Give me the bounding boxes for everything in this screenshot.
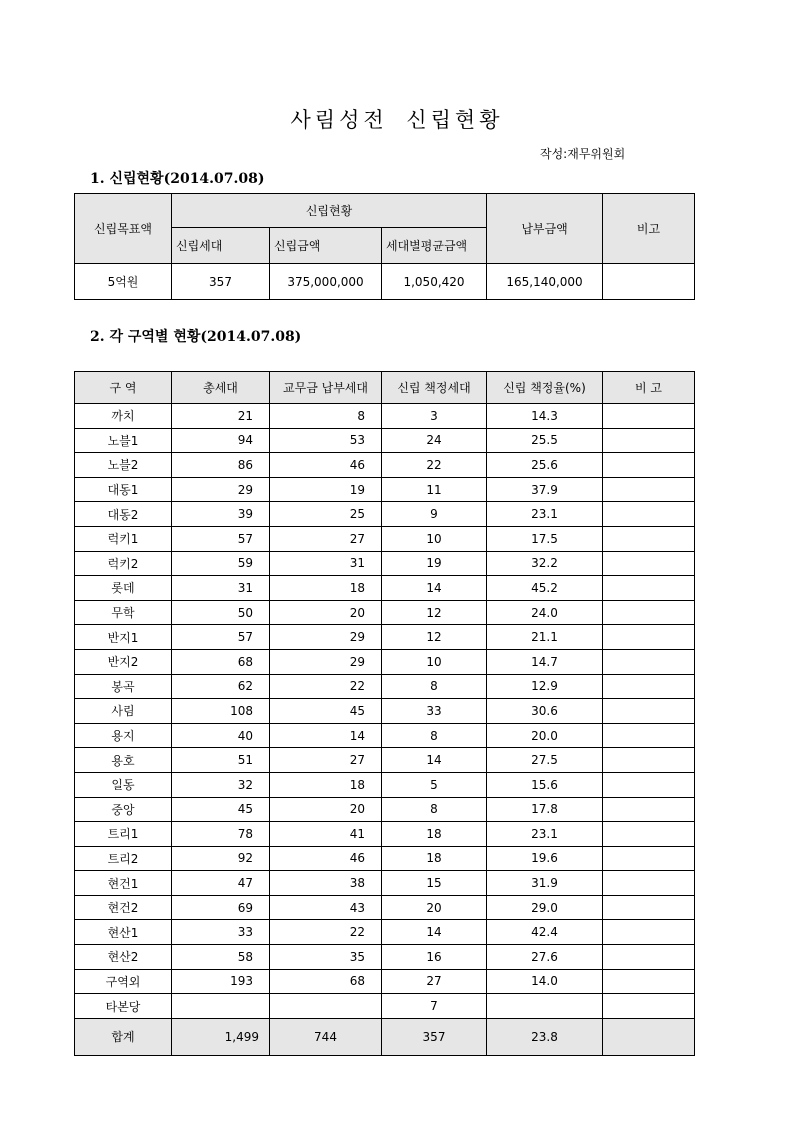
cell-assigned: 15 [382, 871, 487, 896]
cell-target: 5억원 [75, 264, 172, 300]
cell-note [603, 477, 695, 502]
cell-paying: 53 [270, 428, 382, 453]
table-row [75, 526, 695, 551]
table-row [75, 404, 695, 429]
cell-total: 59 [172, 551, 270, 576]
cell-total: 86 [172, 453, 270, 478]
cell-rate: 42.4 [487, 920, 603, 945]
cell-rate: 14.0 [487, 969, 603, 994]
header-assigned-households: 신립 책정세대 [382, 372, 487, 404]
header-paid: 납부금액 [487, 194, 603, 264]
table-row [75, 428, 695, 453]
cell-district: 중앙 [75, 797, 172, 822]
cell-assigned: 22 [382, 453, 487, 478]
section1-heading: 1. 신립현황(2014.07.08) [90, 171, 265, 187]
cell-assigned: 5 [382, 772, 487, 797]
cell-assigned: 11 [382, 477, 487, 502]
cell-total: 92 [172, 846, 270, 871]
cell-rate: 27.6 [487, 945, 603, 970]
cell-total: 29 [172, 477, 270, 502]
cell-note [603, 502, 695, 527]
table-row [75, 625, 695, 650]
cell-assigned: 19 [382, 551, 487, 576]
cell-paying: 35 [270, 945, 382, 970]
cell-assigned: 12 [382, 625, 487, 650]
cell-total: 69 [172, 895, 270, 920]
cell-note [603, 895, 695, 920]
cell-note [603, 264, 695, 300]
cell-assigned: 14 [382, 576, 487, 601]
cell-total: 51 [172, 748, 270, 773]
cell-assigned: 10 [382, 526, 487, 551]
total-row [75, 1018, 695, 1055]
table-row [75, 674, 695, 699]
cell-total: 193 [172, 969, 270, 994]
cell-note [603, 822, 695, 847]
cell-district: 트리2 [75, 846, 172, 871]
header-amount: 신립금액 [270, 228, 382, 264]
table-row [75, 772, 695, 797]
cell-paying [270, 994, 382, 1019]
cell-district: 현산2 [75, 945, 172, 970]
cell-district: 타본당 [75, 994, 172, 1019]
cell-note [603, 797, 695, 822]
cell-note [603, 945, 695, 970]
cell-total: 108 [172, 699, 270, 724]
cell-assigned: 33 [382, 699, 487, 724]
cell-paying: 14 [270, 723, 382, 748]
table-row [75, 649, 695, 674]
cell-households: 357 [172, 264, 270, 300]
total-note [603, 1018, 695, 1055]
cell-paying: 19 [270, 477, 382, 502]
district-table [74, 371, 695, 1056]
cell-total: 94 [172, 428, 270, 453]
cell-note [603, 600, 695, 625]
cell-district: 대동2 [75, 502, 172, 527]
cell-district: 현건2 [75, 895, 172, 920]
cell-district: 구역외 [75, 969, 172, 994]
cell-note [603, 748, 695, 773]
cell-note [603, 526, 695, 551]
total-households: 1,499 [172, 1018, 270, 1055]
table-row [75, 846, 695, 871]
header-households: 신립세대 [172, 228, 270, 264]
table-row [75, 969, 695, 994]
cell-paying: 41 [270, 822, 382, 847]
cell-district: 용호 [75, 748, 172, 773]
header-district: 구 역 [75, 372, 172, 404]
cell-rate: 15.6 [487, 772, 603, 797]
cell-district: 노블2 [75, 453, 172, 478]
cell-assigned: 18 [382, 822, 487, 847]
cell-rate: 27.5 [487, 748, 603, 773]
cell-note [603, 551, 695, 576]
cell-paying: 45 [270, 699, 382, 724]
cell-note [603, 723, 695, 748]
cell-assigned: 8 [382, 723, 487, 748]
cell-rate: 14.3 [487, 404, 603, 429]
cell-note [603, 576, 695, 601]
header-remarks: 비 고 [603, 372, 695, 404]
cell-paying: 27 [270, 748, 382, 773]
table-row [75, 502, 695, 527]
cell-total: 50 [172, 600, 270, 625]
table-row [75, 797, 695, 822]
cell-paying: 25 [270, 502, 382, 527]
cell-assigned: 7 [382, 994, 487, 1019]
cell-paid: 165,140,000 [487, 264, 603, 300]
cell-note [603, 969, 695, 994]
table-row [75, 477, 695, 502]
cell-assigned: 8 [382, 797, 487, 822]
header-assigned-rate: 신립 책정율(%) [487, 372, 603, 404]
cell-assigned: 27 [382, 969, 487, 994]
cell-total: 78 [172, 822, 270, 847]
cell-district: 럭키1 [75, 526, 172, 551]
cell-district: 용지 [75, 723, 172, 748]
cell-paying: 38 [270, 871, 382, 896]
cell-rate [487, 994, 603, 1019]
total-rate: 23.8 [487, 1018, 603, 1055]
table-row [75, 453, 695, 478]
cell-note [603, 453, 695, 478]
cell-total: 62 [172, 674, 270, 699]
cell-assigned: 14 [382, 920, 487, 945]
cell-district: 노블1 [75, 428, 172, 453]
cell-rate: 45.2 [487, 576, 603, 601]
cell-total: 33 [172, 920, 270, 945]
cell-note [603, 772, 695, 797]
cell-rate: 23.1 [487, 502, 603, 527]
cell-total: 47 [172, 871, 270, 896]
cell-paying: 18 [270, 576, 382, 601]
header-paying-households: 교무금 납부세대 [270, 372, 382, 404]
cell-total [172, 994, 270, 1019]
total-paying: 744 [270, 1018, 382, 1055]
cell-rate: 19.6 [487, 846, 603, 871]
cell-district: 반지1 [75, 625, 172, 650]
cell-note [603, 846, 695, 871]
cell-paying: 22 [270, 674, 382, 699]
cell-paying: 29 [270, 625, 382, 650]
document-title: 사림성전 신립현황 [290, 108, 504, 132]
table-row [75, 920, 695, 945]
cell-total: 39 [172, 502, 270, 527]
table-row [75, 895, 695, 920]
cell-rate: 25.5 [487, 428, 603, 453]
cell-total: 31 [172, 576, 270, 601]
table-row [75, 723, 695, 748]
cell-total: 57 [172, 526, 270, 551]
table-row [75, 871, 695, 896]
cell-paying: 46 [270, 846, 382, 871]
cell-district: 현건1 [75, 871, 172, 896]
cell-district: 봉곡 [75, 674, 172, 699]
cell-paying: 27 [270, 526, 382, 551]
cell-total: 40 [172, 723, 270, 748]
cell-rate: 12.9 [487, 674, 603, 699]
cell-total: 58 [172, 945, 270, 970]
cell-assigned: 24 [382, 428, 487, 453]
cell-paying: 46 [270, 453, 382, 478]
cell-paying: 8 [270, 404, 382, 429]
cell-rate: 25.6 [487, 453, 603, 478]
cell-total: 21 [172, 404, 270, 429]
cell-assigned: 8 [382, 674, 487, 699]
cell-note [603, 428, 695, 453]
cell-district: 트리1 [75, 822, 172, 847]
cell-assigned: 3 [382, 404, 487, 429]
cell-assigned: 12 [382, 600, 487, 625]
district-table-header [75, 372, 695, 404]
cell-total: 45 [172, 797, 270, 822]
cell-assigned: 18 [382, 846, 487, 871]
author-label: 작성:재무위원회 [540, 147, 626, 161]
table-row [75, 576, 695, 601]
header-status-group: 신립현황 [172, 194, 487, 228]
cell-assigned: 16 [382, 945, 487, 970]
cell-rate: 32.2 [487, 551, 603, 576]
table-row [75, 994, 695, 1019]
cell-note [603, 871, 695, 896]
cell-district: 일동 [75, 772, 172, 797]
total-assigned: 357 [382, 1018, 487, 1055]
header-note: 비고 [603, 194, 695, 264]
cell-note [603, 994, 695, 1019]
cell-rate: 37.9 [487, 477, 603, 502]
table-row [75, 699, 695, 724]
cell-paying: 68 [270, 969, 382, 994]
cell-paying: 18 [270, 772, 382, 797]
section2-heading: 2. 각 구역별 현황(2014.07.08) [90, 329, 302, 345]
cell-note [603, 920, 695, 945]
header-total-households: 총세대 [172, 372, 270, 404]
table-row [75, 822, 695, 847]
cell-rate: 17.8 [487, 797, 603, 822]
cell-district: 사림 [75, 699, 172, 724]
cell-paying: 31 [270, 551, 382, 576]
cell-district: 현산1 [75, 920, 172, 945]
cell-district: 대동1 [75, 477, 172, 502]
table-row [75, 748, 695, 773]
cell-rate: 30.6 [487, 699, 603, 724]
cell-district: 무학 [75, 600, 172, 625]
cell-rate: 29.0 [487, 895, 603, 920]
summary-table [74, 193, 695, 300]
table-row [75, 600, 695, 625]
cell-district: 럭키2 [75, 551, 172, 576]
cell-assigned: 9 [382, 502, 487, 527]
cell-assigned: 14 [382, 748, 487, 773]
cell-total: 32 [172, 772, 270, 797]
table-row [75, 945, 695, 970]
cell-assigned: 10 [382, 649, 487, 674]
header-avg: 세대별평균금액 [382, 228, 487, 264]
cell-paying: 43 [270, 895, 382, 920]
cell-assigned: 20 [382, 895, 487, 920]
cell-paying: 20 [270, 797, 382, 822]
cell-paying: 20 [270, 600, 382, 625]
cell-paying: 29 [270, 649, 382, 674]
cell-district: 롯데 [75, 576, 172, 601]
cell-rate: 24.0 [487, 600, 603, 625]
cell-rate: 31.9 [487, 871, 603, 896]
cell-rate: 20.0 [487, 723, 603, 748]
cell-rate: 14.7 [487, 649, 603, 674]
cell-district: 반지2 [75, 649, 172, 674]
cell-total: 57 [172, 625, 270, 650]
cell-note [603, 404, 695, 429]
header-target: 신립목표액 [75, 194, 172, 264]
cell-rate: 17.5 [487, 526, 603, 551]
cell-avg: 1,050,420 [382, 264, 487, 300]
cell-rate: 21.1 [487, 625, 603, 650]
cell-note [603, 699, 695, 724]
cell-district: 까치 [75, 404, 172, 429]
cell-note [603, 674, 695, 699]
cell-amount: 375,000,000 [270, 264, 382, 300]
table-row [75, 551, 695, 576]
summary-row [75, 264, 695, 300]
cell-rate: 23.1 [487, 822, 603, 847]
cell-note [603, 625, 695, 650]
cell-note [603, 649, 695, 674]
total-label: 합계 [75, 1018, 172, 1055]
cell-paying: 22 [270, 920, 382, 945]
cell-total: 68 [172, 649, 270, 674]
